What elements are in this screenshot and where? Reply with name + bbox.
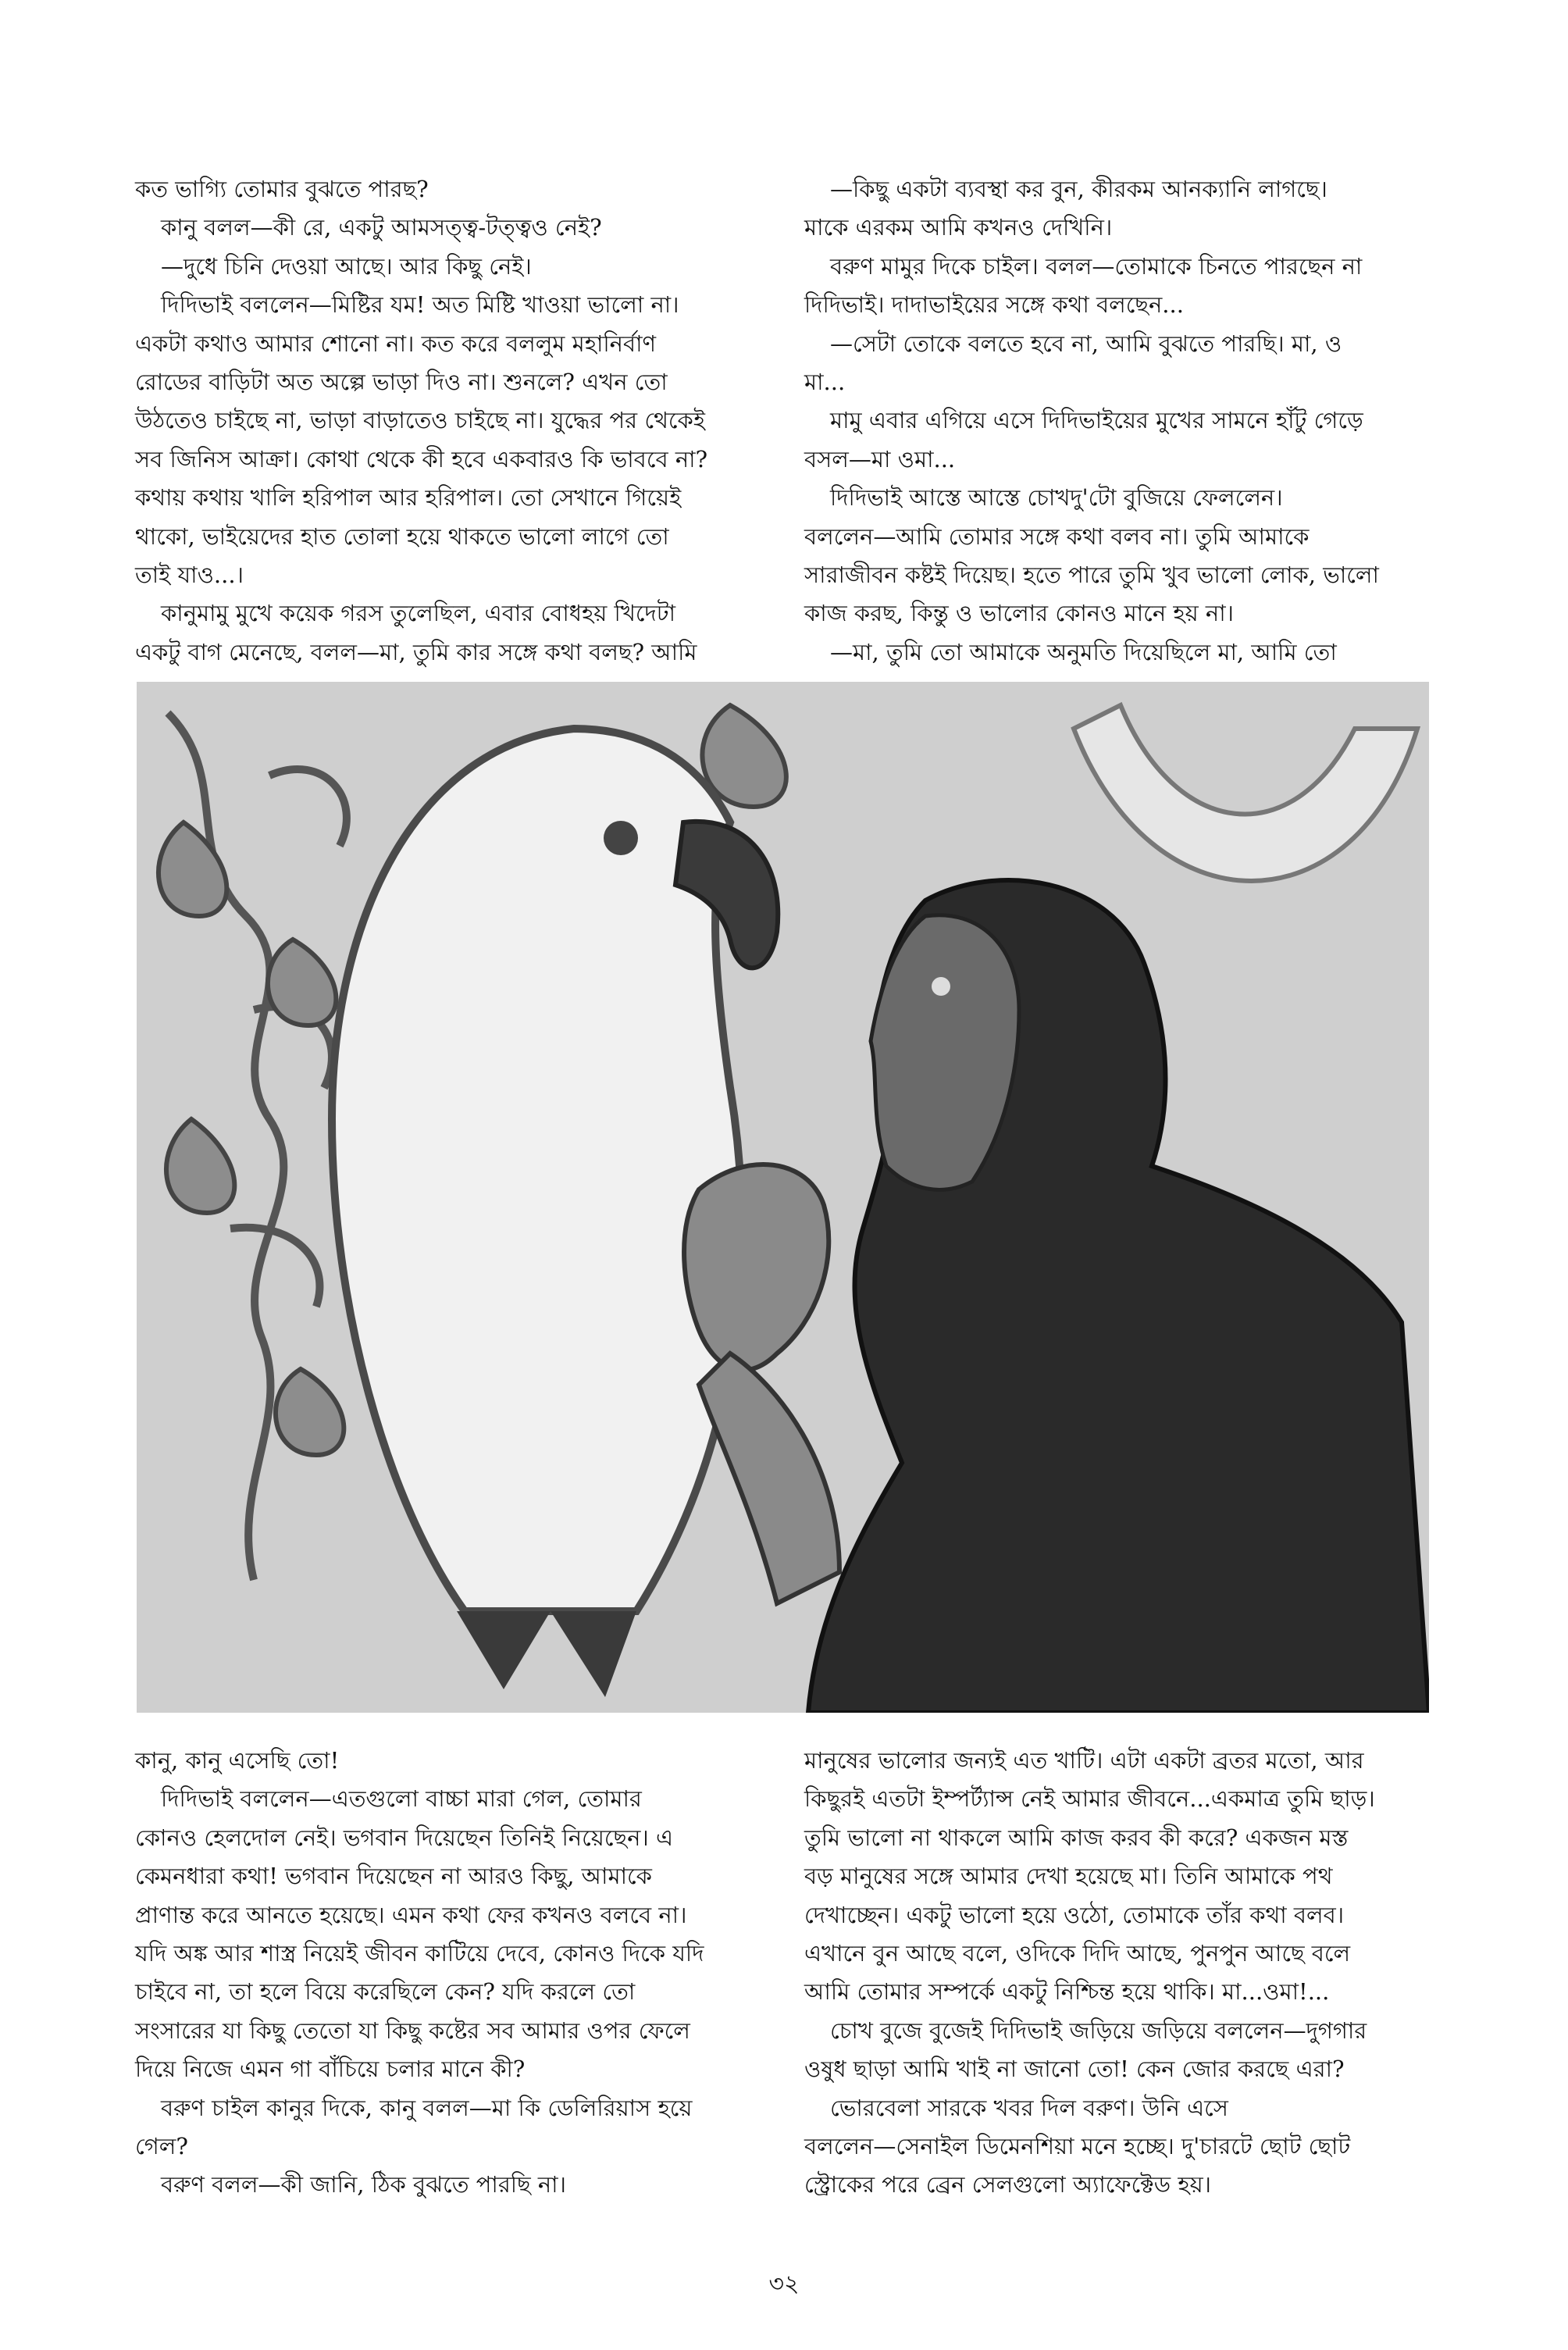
paragraph-line: তুমি ভালো না থাকলে আমি কাজ করব কী করে? একজন মস্ত bbox=[804, 1824, 1349, 1851]
paragraph-line: মানুষের ভালোর জন্যই এত খাটি। এটা একটা ব্রতর মতো, আর bbox=[804, 1747, 1364, 1774]
paragraph-line: চাইবে না, তা হলে বিয়ে করেছিলে কেন? যদি করলে তো bbox=[135, 1978, 636, 2006]
paragraph-line: ভোরবেলা সারকে খবর দিল বরুণ। উনি এসে bbox=[830, 2094, 1228, 2121]
text-column-bottom-left bbox=[135, 1742, 775, 2205]
paragraph-line: দিদিভাই বললেন—মিষ্টির যম! অত মিষ্টি খাওয়া ভালো না। bbox=[161, 291, 679, 319]
paragraph-line: দেখাচ্ছেন। একটু ভালো হয়ে ওঠো, তোমাকে তাঁর কথা বলব। bbox=[804, 1901, 1345, 1928]
paragraph-line: ওষুধ ছাড়া আমি খাই না জানো তো! কেন জোর করছে এরা? bbox=[804, 2056, 1345, 2083]
paragraph-line: গেল? bbox=[135, 2133, 188, 2160]
paragraph-line: তাই যাও...। bbox=[135, 562, 244, 589]
paragraph-line: একটা কথাও আমার শোনো না। কত করে বললুম মহানির্বাণ bbox=[135, 330, 657, 357]
paragraph-line: কিছুরই এতটা ইম্পর্ট্যান্স নেই আমার জীবনে...একমাত্র তুমি ছাড়। bbox=[804, 1785, 1375, 1813]
paragraph-line: সারাজীবন কষ্টই দিয়েছ। হতে পারে তুমি খুব ভালো লোক, ভালো bbox=[804, 562, 1379, 589]
paragraph-line: কোনও হেলদোল নেই। ভগবান দিয়েছেন তিনিই নিয়েছেন। এ bbox=[135, 1824, 674, 1851]
paragraph-line: কানুমামু মুখে কয়েক গরস তুলেছিল, এবার বোধহয় খিদেটা bbox=[161, 600, 675, 627]
paragraph-line: কানু বলল—কী রে, একটু আমসত্ত্ব-টত্ত্বও নেই? bbox=[161, 214, 602, 241]
paragraph-line: উঠতেও চাইছে না, ভাড়া বাড়াতেও চাইছে না। যুদ্ধের পর থেকেই bbox=[135, 407, 705, 434]
paragraph-line: কাজ করছ, কিন্তু ও ভালোর কোনও মানে হয় না। bbox=[804, 600, 1234, 627]
painting-illustration bbox=[137, 682, 1429, 1713]
paragraph-line: আমি তোমার সম্পর্কে একটু নিশ্চিন্ত হয়ে থাকি। মা...ওমা!... bbox=[804, 1978, 1330, 2006]
paragraph-line: দিদিভাই আস্তে আস্তে চোখদু'টো বুজিয়ে ফেললেন। bbox=[830, 484, 1283, 512]
paragraph-line: একটু বাগ মেনেছে, বলল—মা, তুমি কার সঙ্গে কথা বলছ? আমি bbox=[135, 638, 697, 665]
paragraph-line: কেমনধারা কথা! ভগবান দিয়েছেন না আরও কিছু, আমাকে bbox=[135, 1863, 652, 1890]
paragraph-line: বরুণ চাইল কানুর দিকে, কানু বলল—মা কি ডেলিরিয়াস হয়ে bbox=[161, 2094, 693, 2121]
paragraph-line: দিদিভাই বললেন—এতগুলো বাচ্চা মারা গেল, তোমার bbox=[161, 1785, 642, 1813]
paragraph-line: দিদিভাই। দাদাভাইয়ের সঙ্গে কথা বলছেন... bbox=[804, 291, 1184, 319]
parrot-eye bbox=[604, 821, 638, 855]
paragraph-line: থাকো, ভাইয়েদের হাত তোলা হয়ে থাকতে ভালো লাগে তো bbox=[135, 522, 669, 550]
text-column-top-left bbox=[135, 170, 775, 672]
paragraph-line: বরুণ মামুর দিকে চাইল। বলল—তোমাকে চিনতে পারছেন না bbox=[830, 252, 1363, 280]
paragraph-line: —সেটা তোকে বলতে হবে না, আমি বুঝতে পারছি। মা, ও bbox=[830, 330, 1342, 357]
paragraph-line: —দুধে চিনি দেওয়া আছে। আর কিছু নেই। bbox=[161, 252, 532, 280]
paragraph-line: —কিছু একটা ব্যবস্থা কর বুন, কীরকম আনক্যানি লাগছে। bbox=[830, 176, 1327, 202]
paragraph-line: বললেন—সেনাইল ডিমেনশিয়া মনে হচ্ছে। দু'চারটে ছোট ছোট bbox=[804, 2133, 1351, 2160]
paragraph-line: যদি অঙ্ক আর শাস্ত্র নিয়েই জীবন কাটিয়ে দেবে, কোনও দিকে যদি bbox=[135, 1940, 704, 1967]
paragraph-line: কত ভাগ্যি তোমার বুঝতে পারছ? bbox=[135, 176, 429, 202]
paragraph-line: সব জিনিস আক্রা। কোথা থেকে কী হবে একবারও কি ভাববে না? bbox=[135, 445, 708, 472]
paragraph-line: এখানে বুন আছে বলে, ওদিকে দিদি আছে, পুনপুন আছে বলে bbox=[804, 1940, 1351, 1967]
page-number: ৩২ bbox=[768, 2270, 800, 2298]
paragraph-line: মাকে এরকম আমি কখনও দেখিনি। bbox=[804, 214, 1113, 241]
paragraph-line: —মা, তুমি তো আমাকে অনুমতি দিয়েছিলে মা, আমি তো bbox=[830, 638, 1337, 665]
paragraph-line: কানু, কানু এসেছি তো! bbox=[135, 1747, 340, 1774]
paragraph-line: সংসারের যা কিছু তেতো যা কিছু কষ্টের সব আমার ওপর ফেলে bbox=[135, 2017, 690, 2044]
paragraph-line: রোডের বাড়িটা অত অল্পে ভাড়া দিও না। শুনলে? এখন তো bbox=[135, 369, 668, 396]
paragraph-line: মামু এবার এগিয়ে এসে দিদিভাইয়ের মুখের সামনে হাঁটু গেড়ে bbox=[830, 407, 1363, 434]
man-eye bbox=[932, 977, 950, 996]
paragraph-line: বললেন—আমি তোমার সঙ্গে কথা বলব না। তুমি আমাকে bbox=[804, 522, 1310, 550]
paragraph-line: প্রাণান্ত করে আনতে হয়েছে। এমন কথা ফের কখনও বলবে না। bbox=[135, 1901, 687, 1928]
paragraph-line: চোখ বুজে বুজেই দিদিভাই জড়িয়ে জড়িয়ে বললেন—দুগগার bbox=[830, 2017, 1367, 2044]
paragraph-line: স্ট্রোকের পরে ব্রেন সেলগুলো অ্যাফেক্টেড হয়। bbox=[804, 2171, 1212, 2198]
paragraph-line: বরুণ বলল—কী জানি, ঠিক বুঝতে পারছি না। bbox=[161, 2171, 566, 2198]
paragraph-line: দিয়ে নিজে এমন গা বাঁচিয়ে চলার মানে কী? bbox=[135, 2056, 526, 2083]
paragraph-line: কথায় কথায় খালি হরিপাল আর হরিপাল। তো সেখানে গিয়েই bbox=[135, 484, 682, 512]
paragraph-line: মা... bbox=[804, 369, 846, 396]
text-column-top-right bbox=[804, 170, 1452, 672]
paragraph-line: বড় মানুষের সঙ্গে আমার দেখা হয়েছে মা। তিনি আমাকে পথ bbox=[804, 1863, 1333, 1890]
paragraph-line: বসল—মা ওমা... bbox=[804, 445, 956, 472]
text-column-bottom-right bbox=[804, 1742, 1452, 2205]
